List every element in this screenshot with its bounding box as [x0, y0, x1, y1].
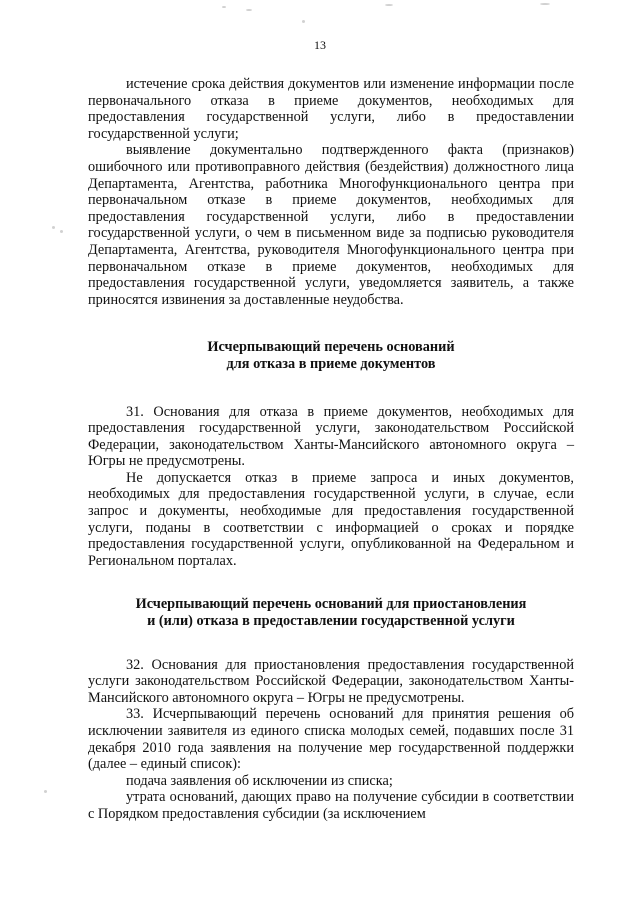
section-heading: [88, 596, 574, 629]
scan-speck: [222, 6, 226, 8]
page-number: 13: [314, 38, 326, 52]
section-heading: [88, 339, 574, 372]
scan-speck: [302, 20, 305, 23]
paragraph: Не допускается отказ в приеме запроса и иных документов, необходимых для предоставления государственной услуги, в случае, если запрос и документы, необходимые для предоставления государственной услуги, поданы в соответствии с информацией о сроках и порядке предоставления государственной услуги, опубликованной на Федеральном и Региональном порталах.: [88, 469, 574, 569]
scan-speck: [60, 230, 63, 233]
scan-speck: [52, 226, 55, 229]
paragraph: 33. Исчерпывающий перечень оснований для принятия решения об исключении заявителя из единого списка молодых семей, подавших после 31 декабря 2010 года заявления на получение мер государственной поддержки (далее – единый список):: [88, 706, 574, 773]
heading-line: для отказа в приеме документов: [226, 355, 436, 372]
paragraph: истечение срока действия документов или изменение информации после первоначального отказа в приеме документов, необходимых для предоставления государственной услуги, либо в предоставлении государственной услуги;: [88, 76, 574, 142]
heading-line: Исчерпывающий перечень оснований для приостановления: [135, 596, 527, 613]
paragraph: утрата оснований, дающих право на получение субсидии в соответствии с Порядком предоставления субсидии (за исключением: [88, 789, 574, 822]
paragraph: 32. Основания для приостановления предоставления государственной услуги законодательством Российской Федерации, законодательством Ханты-Мансийского автономного округа – Югры не предусмотрены.: [88, 656, 574, 706]
scan-speck: [246, 9, 252, 11]
document-body: [88, 76, 574, 823]
scan-speck: [540, 3, 550, 5]
scan-speck: [44, 790, 47, 793]
heading-line: Исчерпывающий перечень оснований: [207, 339, 455, 356]
paragraph: 31. Основания для отказа в приеме документов, необходимых для предоставления государственной услуги, законодательством Российской Федерации, законодательством Ханты-Мансийского автономного округа – Югры не предусмотрены.: [88, 403, 574, 470]
heading-line: и (или) отказа в предоставлении государственной услуги: [147, 613, 515, 630]
paragraph: подача заявления об исключении из списка;: [126, 772, 393, 789]
scan-speck: [385, 4, 393, 6]
paragraph: выявление документально подтвержденного факта (признаков) ошибочного или противоправного действия (бездействия) должностного лица Департамента, Агентства, работника Многофункционального центра при первоначальном отказе в приеме документов, необходимых для предоставления государственной услуги, либо в предоставлении государственной услуги, о чем в письменном виде за подписью руководителя Департамента, Агентства, руководителя Многофункционального центра при первоначальном отказе в приеме документов, необходимых для предоставления государственной услуги, уведомляется заявитель, а также приносятся извинения за доставленные неудобства.: [88, 142, 574, 308]
